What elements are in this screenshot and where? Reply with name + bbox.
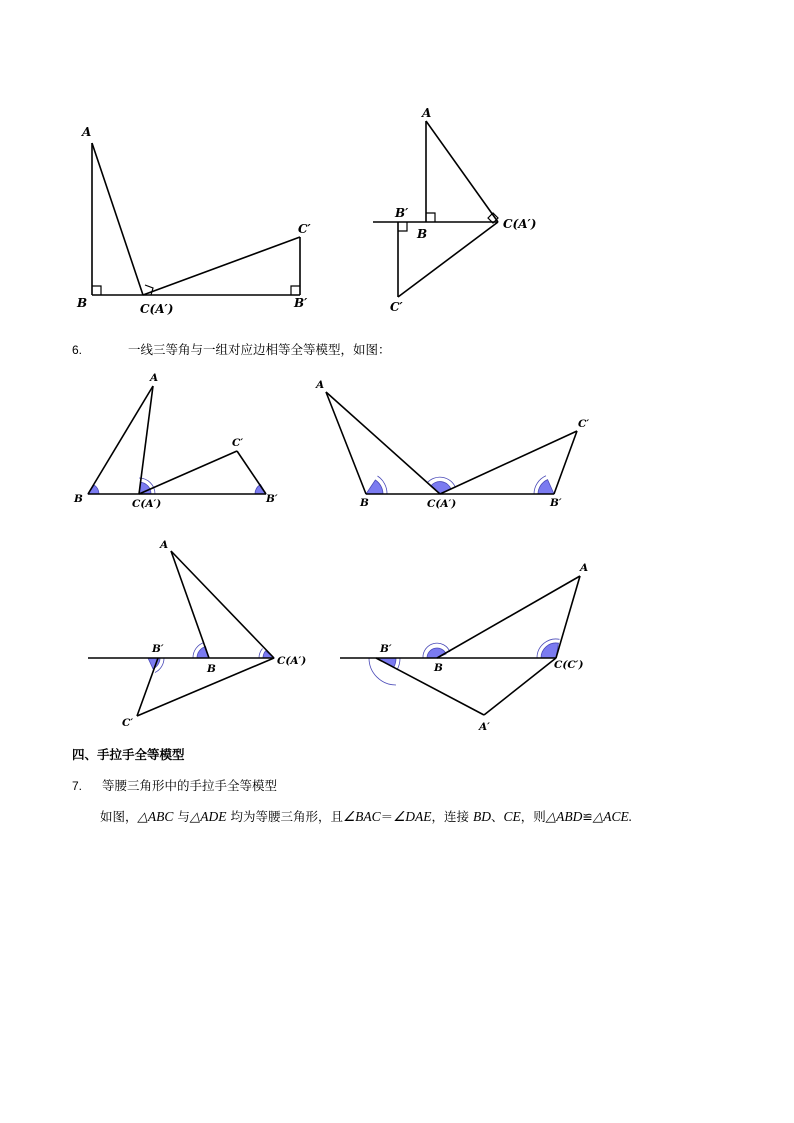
fig1-label-a: A bbox=[82, 125, 92, 139]
fig3-label-a: A bbox=[150, 372, 159, 384]
sentence-text: ，则 bbox=[520, 809, 546, 824]
item-6 bbox=[72, 341, 391, 359]
figure-6 bbox=[340, 562, 588, 733]
fig3-label-b: B bbox=[74, 493, 83, 505]
fig6-label-bp: B′ bbox=[380, 643, 392, 655]
sentence-text: 、 bbox=[490, 809, 504, 824]
fig2-label-bp: B′ bbox=[395, 206, 409, 220]
fig5-label-a: A bbox=[160, 539, 169, 551]
fig4-label-a: A bbox=[316, 379, 325, 391]
item-7 bbox=[72, 777, 277, 795]
triangle-ade: △ADE bbox=[189, 809, 227, 824]
fig3-label-bp: B′ bbox=[266, 493, 278, 505]
triangle-abc: △ABC bbox=[137, 809, 174, 824]
figure-5 bbox=[88, 539, 306, 729]
fig2-label-c: C(A′) bbox=[503, 217, 537, 231]
item-7-number: 7. bbox=[72, 779, 83, 793]
fig1-label-c: C(A′) bbox=[140, 302, 174, 316]
item-7-sentence bbox=[100, 808, 632, 826]
angle-dae: ∠DAE bbox=[393, 809, 432, 824]
figure-4 bbox=[315, 379, 589, 510]
fig2-label-cp: C′ bbox=[390, 300, 403, 314]
fig2-label-a: A bbox=[422, 106, 432, 120]
fig1-label-b: B bbox=[77, 296, 88, 310]
item-6-text: 一线三等角与一组对应边相等全等模型，如图： bbox=[127, 342, 391, 357]
period: . bbox=[628, 809, 633, 824]
equals-sign: ＝ bbox=[380, 809, 394, 824]
fig2-label-b: B bbox=[417, 227, 428, 241]
fig5-label-cp: C′ bbox=[122, 717, 134, 729]
sentence-text: ，连接 bbox=[431, 809, 473, 824]
segment-bd: BD bbox=[472, 809, 491, 824]
figure-1 bbox=[76, 125, 312, 316]
item-6-number: 6. bbox=[72, 343, 83, 357]
angle-bac: ∠BAC bbox=[343, 809, 381, 824]
fig4-label-cp: C′ bbox=[578, 418, 590, 430]
fig6-label-ap: A′ bbox=[479, 721, 490, 733]
fig4-label-bp: B′ bbox=[550, 497, 562, 509]
fig4-label-c: C(A′) bbox=[427, 498, 457, 510]
figure-3 bbox=[73, 372, 278, 510]
figure-2 bbox=[373, 106, 536, 314]
fig3-label-cp: C′ bbox=[232, 437, 244, 449]
triangle-ace: △ACE bbox=[592, 809, 629, 824]
fig6-label-c: C(C′) bbox=[554, 659, 584, 671]
sentence-text: 均为等腰三角形，且 bbox=[226, 809, 343, 824]
fig6-label-a: A bbox=[580, 562, 589, 574]
triangle-abd: △ABD bbox=[545, 809, 583, 824]
segment-ce: CE bbox=[503, 809, 521, 824]
fig6-label-b: B bbox=[434, 662, 443, 674]
sentence-text: 与 bbox=[173, 809, 190, 824]
item-7-title: 等腰三角形中的手拉手全等模型 bbox=[101, 778, 277, 793]
fig1-label-bp: B′ bbox=[294, 296, 308, 310]
fig3-label-c: C(A′) bbox=[132, 498, 162, 510]
fig5-label-b: B bbox=[207, 663, 216, 675]
fig4-label-b: B bbox=[360, 497, 369, 509]
fig5-label-c: C(A′) bbox=[277, 655, 307, 667]
sentence-text: 如图， bbox=[100, 809, 138, 824]
section-4-heading: 四、手拉手全等模型 bbox=[72, 747, 185, 762]
congruent-sign: ≌ bbox=[582, 809, 593, 824]
fig1-label-cp: C′ bbox=[298, 222, 311, 236]
fig5-label-bp: B′ bbox=[152, 643, 164, 655]
